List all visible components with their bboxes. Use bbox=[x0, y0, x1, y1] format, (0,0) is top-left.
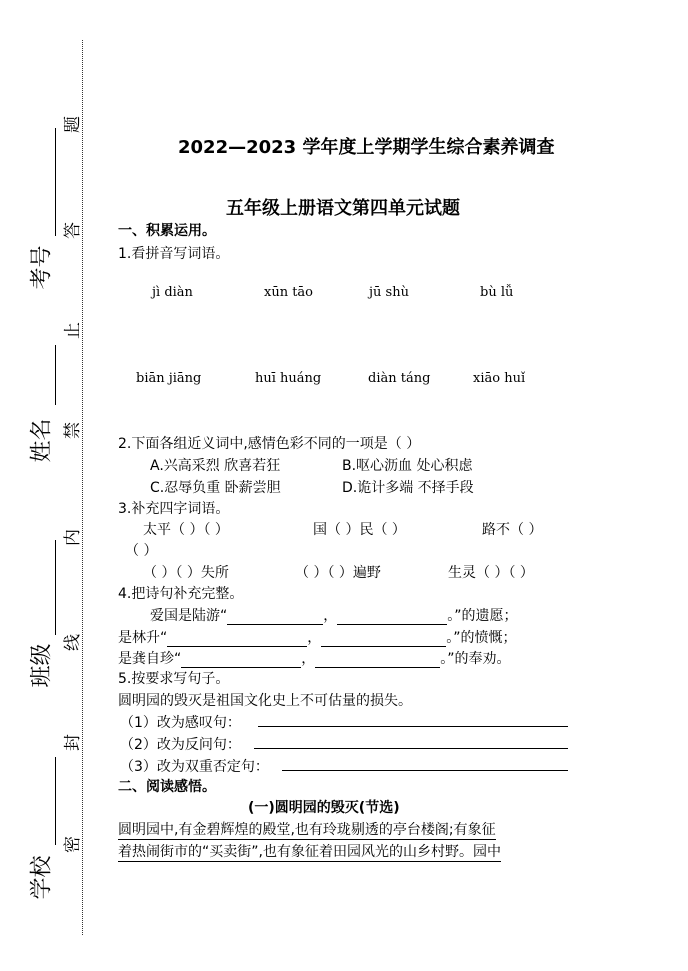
poem-1-suffix: 。”的遗愿； bbox=[447, 608, 518, 624]
reading-line-1: 圆明园中,有金碧辉煌的殿堂,也有玲珑剔透的亭台楼阁;有象征 bbox=[118, 819, 496, 840]
q5-label: 5.按要求写句子。 bbox=[118, 671, 230, 687]
school-label: 学校 bbox=[29, 855, 55, 900]
poem-line-3 bbox=[118, 648, 511, 668]
reading-line-2: 着热闹街市的“买卖街”,也有象征着田园风光的山乡村野。园中 bbox=[118, 841, 501, 862]
q1-label: 1.看拼音写词语。 bbox=[118, 246, 230, 262]
q2-option-d: D.诡计多端 不择手段 bbox=[342, 480, 474, 496]
seal-char-nei: 内 bbox=[63, 529, 83, 546]
poem-1-comma: ， bbox=[323, 608, 338, 624]
pinyin-5: biān jiāng bbox=[136, 371, 202, 386]
q5-item-2-blank[interactable] bbox=[254, 748, 568, 749]
poem-line-1 bbox=[150, 605, 518, 625]
name-blank bbox=[55, 345, 56, 405]
q5-item-1-label: （1）改为感叹句： bbox=[120, 715, 241, 731]
q5-item-1-blank[interactable] bbox=[258, 726, 568, 727]
poem-3-blank-a[interactable] bbox=[181, 653, 301, 668]
section-2-heading: 二、阅读感悟。 bbox=[118, 779, 216, 795]
pinyin-4: bù lǚ bbox=[480, 285, 514, 300]
poem-3-comma: ， bbox=[301, 651, 316, 667]
poem-3-suffix: 。”的奉劝。 bbox=[440, 651, 511, 667]
q3-item-1: 太平（ ）（ ） bbox=[143, 522, 229, 538]
exam-title: 2022—2023 学年度上学期学生综合素养调查 bbox=[178, 137, 555, 158]
q3-item-6: 生灵（ ）（ ） bbox=[448, 565, 534, 581]
q3-item-2: 国（ ）民（ ） bbox=[313, 522, 406, 538]
poem-3-blank-b[interactable] bbox=[315, 653, 440, 668]
q3-item-5: （ ）（ ）遍野 bbox=[295, 565, 381, 581]
class-blank bbox=[55, 540, 56, 635]
q5-item-3-label: （3）改为双重否定句： bbox=[120, 759, 269, 775]
poem-1-blank-b[interactable] bbox=[337, 610, 447, 625]
binding-dotted-line bbox=[82, 40, 83, 935]
q3-item-3: 路不（ ） bbox=[482, 522, 543, 538]
seal-char-xian: 线 bbox=[63, 634, 83, 651]
seal-char-feng: 封 bbox=[63, 734, 83, 751]
q5-sentence: 圆明园的毁灭是祖国文化史上不可估量的损失。 bbox=[118, 693, 412, 709]
name-label: 姓名 bbox=[29, 418, 55, 463]
poem-2-prefix: 是林升“ bbox=[118, 630, 168, 646]
class-label: 班级 bbox=[29, 643, 55, 688]
reading-title: (一)圆明园的毁灭(节选) bbox=[248, 800, 400, 816]
q3-item-3-cont: （ ） bbox=[125, 543, 158, 559]
pinyin-2: xūn tāo bbox=[264, 285, 314, 300]
poem-2-suffix: 。”的愤慨； bbox=[446, 630, 517, 646]
q2-option-b: B.呕心沥血 处心积虑 bbox=[342, 458, 473, 474]
pinyin-3: jū shù bbox=[369, 285, 409, 300]
exam-subtitle: 五年级上册语文第四单元试题 bbox=[226, 198, 460, 219]
school-blank bbox=[55, 757, 56, 845]
poem-1-prefix: 爱国是陆游“ bbox=[150, 608, 228, 624]
q5-item-3-blank[interactable] bbox=[282, 770, 568, 771]
poem-2-blank-b[interactable] bbox=[321, 632, 446, 647]
pinyin-8: xiāo huǐ bbox=[473, 371, 526, 386]
q2-option-c: C.忍辱负重 卧薪尝胆 bbox=[150, 480, 281, 496]
pinyin-6: huī huáng bbox=[255, 371, 322, 386]
poem-1-blank-a[interactable] bbox=[227, 610, 323, 625]
poem-2-comma: ， bbox=[307, 630, 322, 646]
section-1-heading: 一、积累运用。 bbox=[118, 223, 216, 239]
exam-number-label: 考号 bbox=[29, 245, 55, 290]
seal-char-ti: 题 bbox=[63, 116, 83, 133]
seal-char-da: 答 bbox=[63, 222, 83, 239]
q5-item-2-label: （2）改为反问句： bbox=[120, 737, 241, 753]
q2-option-a: A.兴高采烈 欣喜若狂 bbox=[150, 458, 281, 474]
seal-char-zhi: 止 bbox=[63, 322, 83, 339]
poem-line-2 bbox=[118, 627, 517, 647]
seal-char-mi: 密 bbox=[63, 836, 83, 853]
q4-label: 4.把诗句补充完整。 bbox=[118, 586, 244, 602]
pinyin-1: jì diàn bbox=[152, 285, 193, 300]
q3-label: 3.补充四字词语。 bbox=[118, 501, 230, 517]
seal-char-jin: 禁 bbox=[63, 422, 83, 439]
poem-2-blank-a[interactable] bbox=[167, 632, 307, 647]
q3-item-4: （ ）（ ）失所 bbox=[143, 565, 229, 581]
pinyin-7: diàn táng bbox=[368, 371, 431, 386]
exam-number-blank bbox=[55, 128, 56, 236]
q2-label: 2.下面各组近义词中,感情色彩不同的一项是（ ） bbox=[118, 436, 421, 452]
poem-3-prefix: 是龚自珍“ bbox=[118, 651, 182, 667]
